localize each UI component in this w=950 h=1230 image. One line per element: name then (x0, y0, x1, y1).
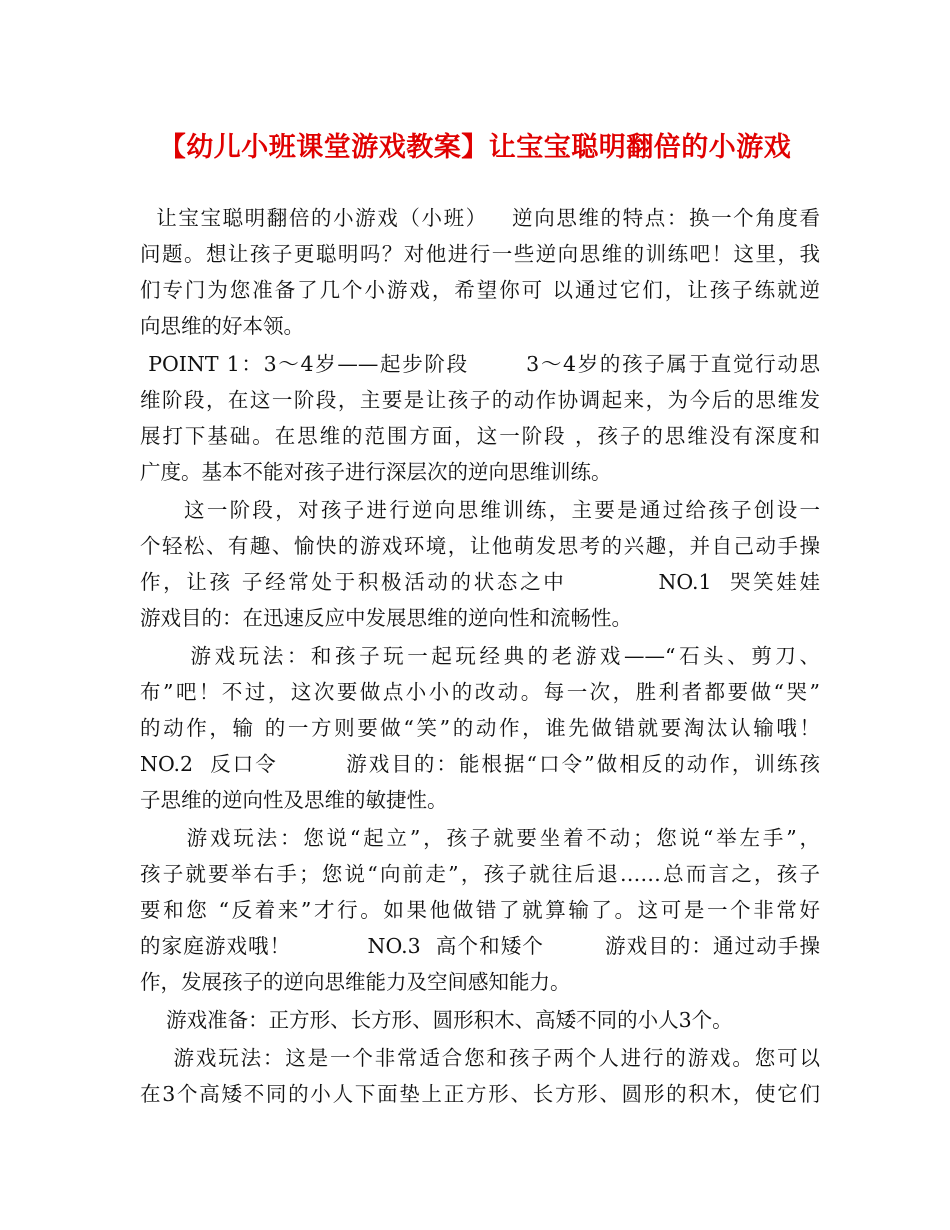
text-line: 布”吧！不过，这次要做点小小的改动。每一次，胜利者都要做“哭” (140, 680, 820, 704)
text-line: 维阶段，在这一阶段，主要是让孩子的动作协调起来，为今后的思维发 (140, 388, 820, 412)
text-line: 的家庭游戏哦！ NO.3 高个和矮个 游戏目的：通过动手操 (140, 934, 820, 958)
text-line: 让宝宝聪明翻倍的小游戏（小班） 逆向思维的特点：换一个角度看 (140, 206, 820, 230)
text-line: 孩子就要举右手；您说“向前走”，孩子就往后退……总而言之，孩子 (140, 862, 820, 886)
text-line: 展打下基础。在思维的范围方面，这一阶段 ，孩子的思维没有深度和 (140, 424, 820, 448)
text-line: 这一阶段，对孩子进行逆向思维训练，主要是通过给孩子创设一 (140, 498, 820, 522)
text-line: 作，让孩 子经常处于积极活动的状态之中 NO.1 哭笑娃娃 (140, 570, 820, 594)
text-line: 作，发展孩子的逆向思维能力及空间感知能力。 (140, 970, 571, 994)
text-line: 在3个高矮不同的小人下面垫上正方形、长方形、圆形的积木，使它们 (140, 1082, 820, 1106)
text-line: 游戏准备：正方形、长方形、圆形积木、高矮不同的小人3个。 (140, 1008, 733, 1032)
document-title: 【幼儿小班课堂游戏教案】让宝宝聪明翻倍的小游戏 (158, 132, 792, 163)
text-line: 游戏目的：在迅速反应中发展思维的逆向性和流畅性。 (140, 606, 632, 630)
text-line: 游戏玩法：这是一个非常适合您和孩子两个人进行的游戏。您可以 (140, 1046, 820, 1070)
text-line: 们专门为您准备了几个小游戏，希望你可 以通过它们，让孩子练就逆 (140, 278, 820, 302)
text-line: 广度。基本不能对孩子进行深层次的逆向思维训练。 (140, 460, 612, 484)
text-line: 子思维的逆向性及思维的敏捷性。 (140, 788, 448, 812)
document-body (140, 200, 820, 1112)
text-line: 向思维的好本领。 (140, 314, 304, 338)
text-line: NO.2 反口令 游戏目的：能根据“口令”做相反的动作，训练孩 (140, 752, 820, 776)
text-line: 游戏玩法：和孩子玩一起玩经典的老游戏——“石头、剪刀、 (140, 644, 820, 668)
text-line: 的动作，输 的一方则要做“笑”的动作，谁先做错就要淘汰认输哦！ (140, 716, 820, 740)
text-line: 游戏玩法：您说“起立”，孩子就要坐着不动；您说“举左手”， (140, 826, 820, 850)
text-line: POINT 1：3～4岁——起步阶段 3～4岁的孩子属于直觉行动思 (140, 352, 820, 376)
text-line: 要和您 “反着来”才行。如果他做错了就算输了。这可是一个非常好 (140, 898, 820, 922)
text-line: 个轻松、有趣、愉快的游戏环境，让他萌发思考的兴趣，并自己动手操 (140, 534, 820, 558)
text-line: 问题。想让孩子更聪明吗？对他进行一些逆向思维的训练吧！这里，我 (140, 242, 820, 266)
